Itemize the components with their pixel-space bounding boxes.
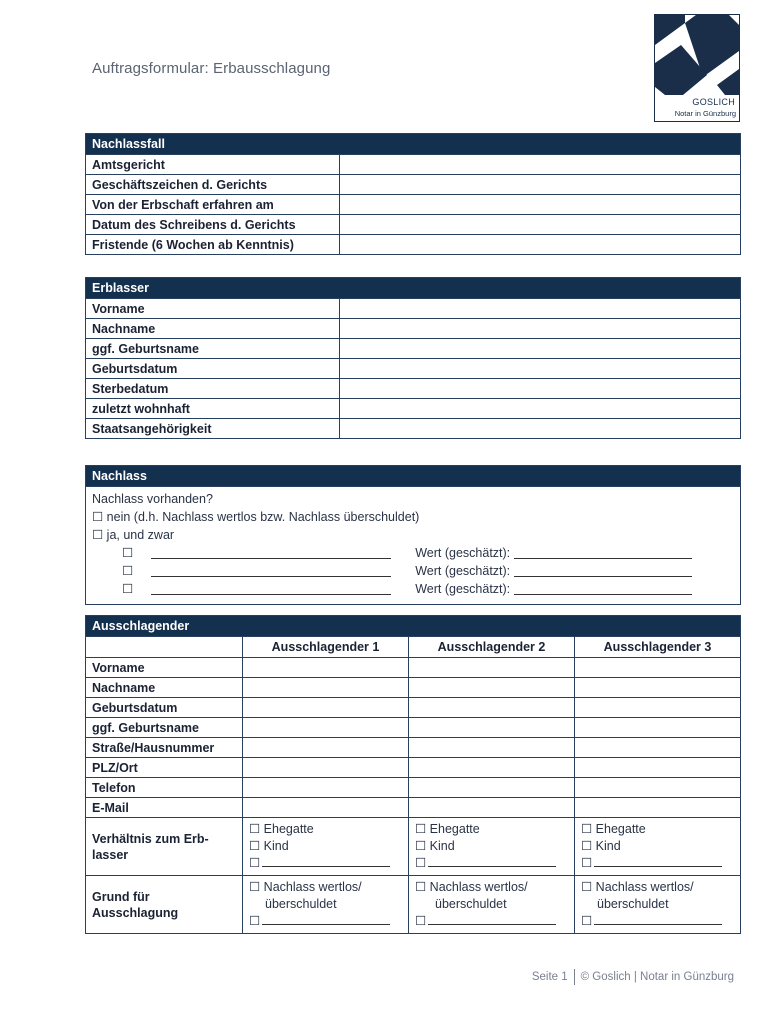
- grund-options-3: [575, 876, 741, 934]
- option-wertlos[interactable]: ☐ Nachlass wertlos/: [249, 880, 362, 894]
- erblasser-nachname-field[interactable]: [340, 319, 741, 339]
- cell-field[interactable]: [575, 658, 741, 678]
- checkbox-icon[interactable]: ☐: [122, 582, 134, 596]
- wert-label: Wert (geschätzt):: [415, 564, 511, 578]
- checkbox-icon[interactable]: ☐: [122, 546, 134, 560]
- footer-copyright: © Goslich | Notar in Günzburg: [580, 971, 734, 984]
- cell-field[interactable]: [575, 738, 741, 758]
- checkbox-icon[interactable]: ☐: [581, 914, 593, 928]
- page-number: Seite 1: [531, 971, 568, 984]
- erblasser-vorname-field[interactable]: [340, 299, 741, 319]
- label-geburtsdatum: Geburtsdatum: [86, 359, 340, 379]
- checkbox-icon[interactable]: ☐: [415, 856, 427, 870]
- erblasser-table: [85, 277, 741, 439]
- verhaeltnis-options-2: [409, 818, 575, 876]
- option-other[interactable]: [415, 855, 568, 872]
- option-wertlos-cont: überschuldet: [435, 897, 507, 911]
- label-grund: [86, 876, 243, 934]
- page-title: Auftragsformular: Erbausschlagung: [92, 60, 331, 77]
- label-amtsgericht: Amtsgericht: [86, 155, 340, 175]
- option-other[interactable]: [581, 913, 734, 930]
- label-nachname: Nachname: [86, 319, 340, 339]
- label-geburtsname: ggf. Geburtsname: [86, 339, 340, 359]
- label-nachname: Nachname: [86, 678, 243, 698]
- checkbox-icon[interactable]: ☐: [581, 856, 593, 870]
- geschaeftszeichen-field[interactable]: [340, 175, 741, 195]
- notary-logo: [654, 14, 740, 122]
- other-line[interactable]: [428, 855, 556, 867]
- cell-field[interactable]: [575, 678, 741, 698]
- erfahren-am-field[interactable]: [340, 195, 741, 215]
- label-strasse: Straße/Hausnummer: [86, 738, 243, 758]
- nachlass-item-row: [92, 544, 734, 562]
- verhaeltnis-options-1: [243, 818, 409, 876]
- logo-subtitle: Notar in Günzburg: [674, 109, 736, 118]
- wert-line[interactable]: [514, 565, 692, 577]
- label-erfahren-am: Von der Erbschaft erfahren am: [86, 195, 340, 215]
- other-line[interactable]: [428, 913, 556, 925]
- cell-field[interactable]: [575, 718, 741, 738]
- erblasser-wohnhaft-field[interactable]: [340, 399, 741, 419]
- cell-field[interactable]: [243, 678, 409, 698]
- bavarian-lozenge-icon: [655, 15, 739, 95]
- label-email: E-Mail: [86, 798, 243, 818]
- wert-label: Wert (geschätzt):: [415, 546, 511, 560]
- option-wertlos-cont: überschuldet: [265, 897, 337, 911]
- cell-field[interactable]: [409, 738, 575, 758]
- nachlass-question: Nachlass vorhanden?: [92, 492, 213, 506]
- nachlass-body: [86, 487, 741, 605]
- other-line[interactable]: [262, 913, 390, 925]
- other-line[interactable]: [594, 855, 722, 867]
- ausschlagender-table: [85, 615, 741, 934]
- cell-field[interactable]: [243, 798, 409, 818]
- grund-options-1: [243, 876, 409, 934]
- label-sterbedatum: Sterbedatum: [86, 379, 340, 399]
- option-other[interactable]: [249, 913, 402, 930]
- label-geburtsdatum: Geburtsdatum: [86, 698, 243, 718]
- cell-field[interactable]: [243, 718, 409, 738]
- fristende-field[interactable]: [340, 235, 741, 255]
- erblasser-staatsangehoerigkeit-field[interactable]: [340, 419, 741, 439]
- option-wertlos-cont: überschuldet: [597, 897, 669, 911]
- cell-field[interactable]: [409, 778, 575, 798]
- cell-field[interactable]: [409, 798, 575, 818]
- nachlass-item-row: [92, 562, 734, 580]
- cell-field[interactable]: [575, 778, 741, 798]
- label-geburtsname: ggf. Geburtsname: [86, 718, 243, 738]
- cell-field[interactable]: [409, 678, 575, 698]
- cell-field[interactable]: [243, 658, 409, 678]
- nachlassfall-table: [85, 133, 741, 255]
- item-description-line[interactable]: [151, 547, 391, 559]
- erblasser-geburtsname-field[interactable]: [340, 339, 741, 359]
- erblasser-geburtsdatum-field[interactable]: [340, 359, 741, 379]
- option-other[interactable]: [415, 913, 568, 930]
- checkbox-icon[interactable]: ☐: [122, 564, 134, 578]
- other-line[interactable]: [262, 855, 390, 867]
- option-wertlos[interactable]: ☐ Nachlass wertlos/: [415, 880, 528, 894]
- column-ausschlagender-3: Ausschlagender 3: [575, 637, 741, 658]
- cell-field[interactable]: [243, 738, 409, 758]
- option-ehegatte[interactable]: ☐ Ehegatte: [415, 822, 480, 836]
- nachlass-item-row: [92, 580, 734, 598]
- option-nein[interactable]: ☐ nein (d.h. Nachlass wertlos bzw. Nachlass überschuldet): [92, 510, 420, 524]
- option-ehegatte[interactable]: ☐ Ehegatte: [249, 822, 314, 836]
- cell-field[interactable]: [409, 698, 575, 718]
- nachlassfall-heading: Nachlassfall: [86, 134, 741, 155]
- label-datum-schreiben: Datum des Schreibens d. Gerichts: [86, 215, 340, 235]
- page-footer: [532, 969, 734, 985]
- cell-field[interactable]: [575, 798, 741, 818]
- checkbox-icon[interactable]: ☐: [249, 856, 261, 870]
- cell-field[interactable]: [243, 758, 409, 778]
- other-line[interactable]: [594, 913, 722, 925]
- wert-label: Wert (geschätzt):: [415, 582, 511, 596]
- label-verhaeltnis: [86, 818, 243, 876]
- cell-field[interactable]: [243, 698, 409, 718]
- cell-field[interactable]: [575, 758, 741, 778]
- label-vorname: Vorname: [86, 658, 243, 678]
- option-wertlos[interactable]: ☐ Nachlass wertlos/: [581, 880, 694, 894]
- column-ausschlagender-1: Ausschlagender 1: [243, 637, 409, 658]
- option-other[interactable]: [249, 855, 402, 872]
- item-description-line[interactable]: [151, 565, 391, 577]
- wert-line[interactable]: [514, 547, 692, 559]
- footer-divider: [574, 969, 575, 985]
- label-line: Verhältnis zum Erb-: [92, 831, 209, 846]
- checkbox-icon[interactable]: ☐: [249, 914, 261, 928]
- cell-field[interactable]: [243, 778, 409, 798]
- label-wohnhaft: zuletzt wohnhaft: [86, 399, 340, 419]
- label-line: lasser: [92, 847, 129, 862]
- item-description-line[interactable]: [151, 583, 391, 595]
- label-vorname: Vorname: [86, 299, 340, 319]
- amtsgericht-field[interactable]: [340, 155, 741, 175]
- option-kind[interactable]: ☐ Kind: [249, 839, 289, 853]
- wert-line[interactable]: [514, 583, 692, 595]
- verhaeltnis-options-3: [575, 818, 741, 876]
- label-line: Grund für: [92, 889, 150, 904]
- nachlass-table: [85, 465, 741, 605]
- erblasser-sterbedatum-field[interactable]: [340, 379, 741, 399]
- option-other[interactable]: [581, 855, 734, 872]
- nachlass-heading: Nachlass: [86, 466, 741, 487]
- grund-options-2: [409, 876, 575, 934]
- label-staatsangehoerigkeit: Staatsangehörigkeit: [86, 419, 340, 439]
- logo-name: GOSLICH: [692, 97, 735, 107]
- label-line: Ausschlagung: [92, 905, 179, 920]
- label-geschaeftszeichen: Geschäftszeichen d. Gerichts: [86, 175, 340, 195]
- option-kind[interactable]: ☐ Kind: [581, 839, 621, 853]
- option-ehegatte[interactable]: ☐ Ehegatte: [581, 822, 646, 836]
- cell-field[interactable]: [409, 758, 575, 778]
- label-fristende: Fristende (6 Wochen ab Kenntnis): [86, 235, 340, 255]
- ausschlagender-heading: Ausschlagender: [86, 616, 741, 637]
- cell-field[interactable]: [409, 718, 575, 738]
- label-plz-ort: PLZ/Ort: [86, 758, 243, 778]
- datum-schreiben-field[interactable]: [340, 215, 741, 235]
- empty-corner: [86, 637, 243, 658]
- option-ja[interactable]: ☐ ja, und zwar: [92, 528, 175, 542]
- column-ausschlagender-2: Ausschlagender 2: [409, 637, 575, 658]
- erblasser-heading: Erblasser: [86, 278, 741, 299]
- cell-field[interactable]: [575, 698, 741, 718]
- option-kind[interactable]: ☐ Kind: [415, 839, 455, 853]
- label-telefon: Telefon: [86, 778, 243, 798]
- checkbox-icon[interactable]: ☐: [415, 914, 427, 928]
- cell-field[interactable]: [409, 658, 575, 678]
